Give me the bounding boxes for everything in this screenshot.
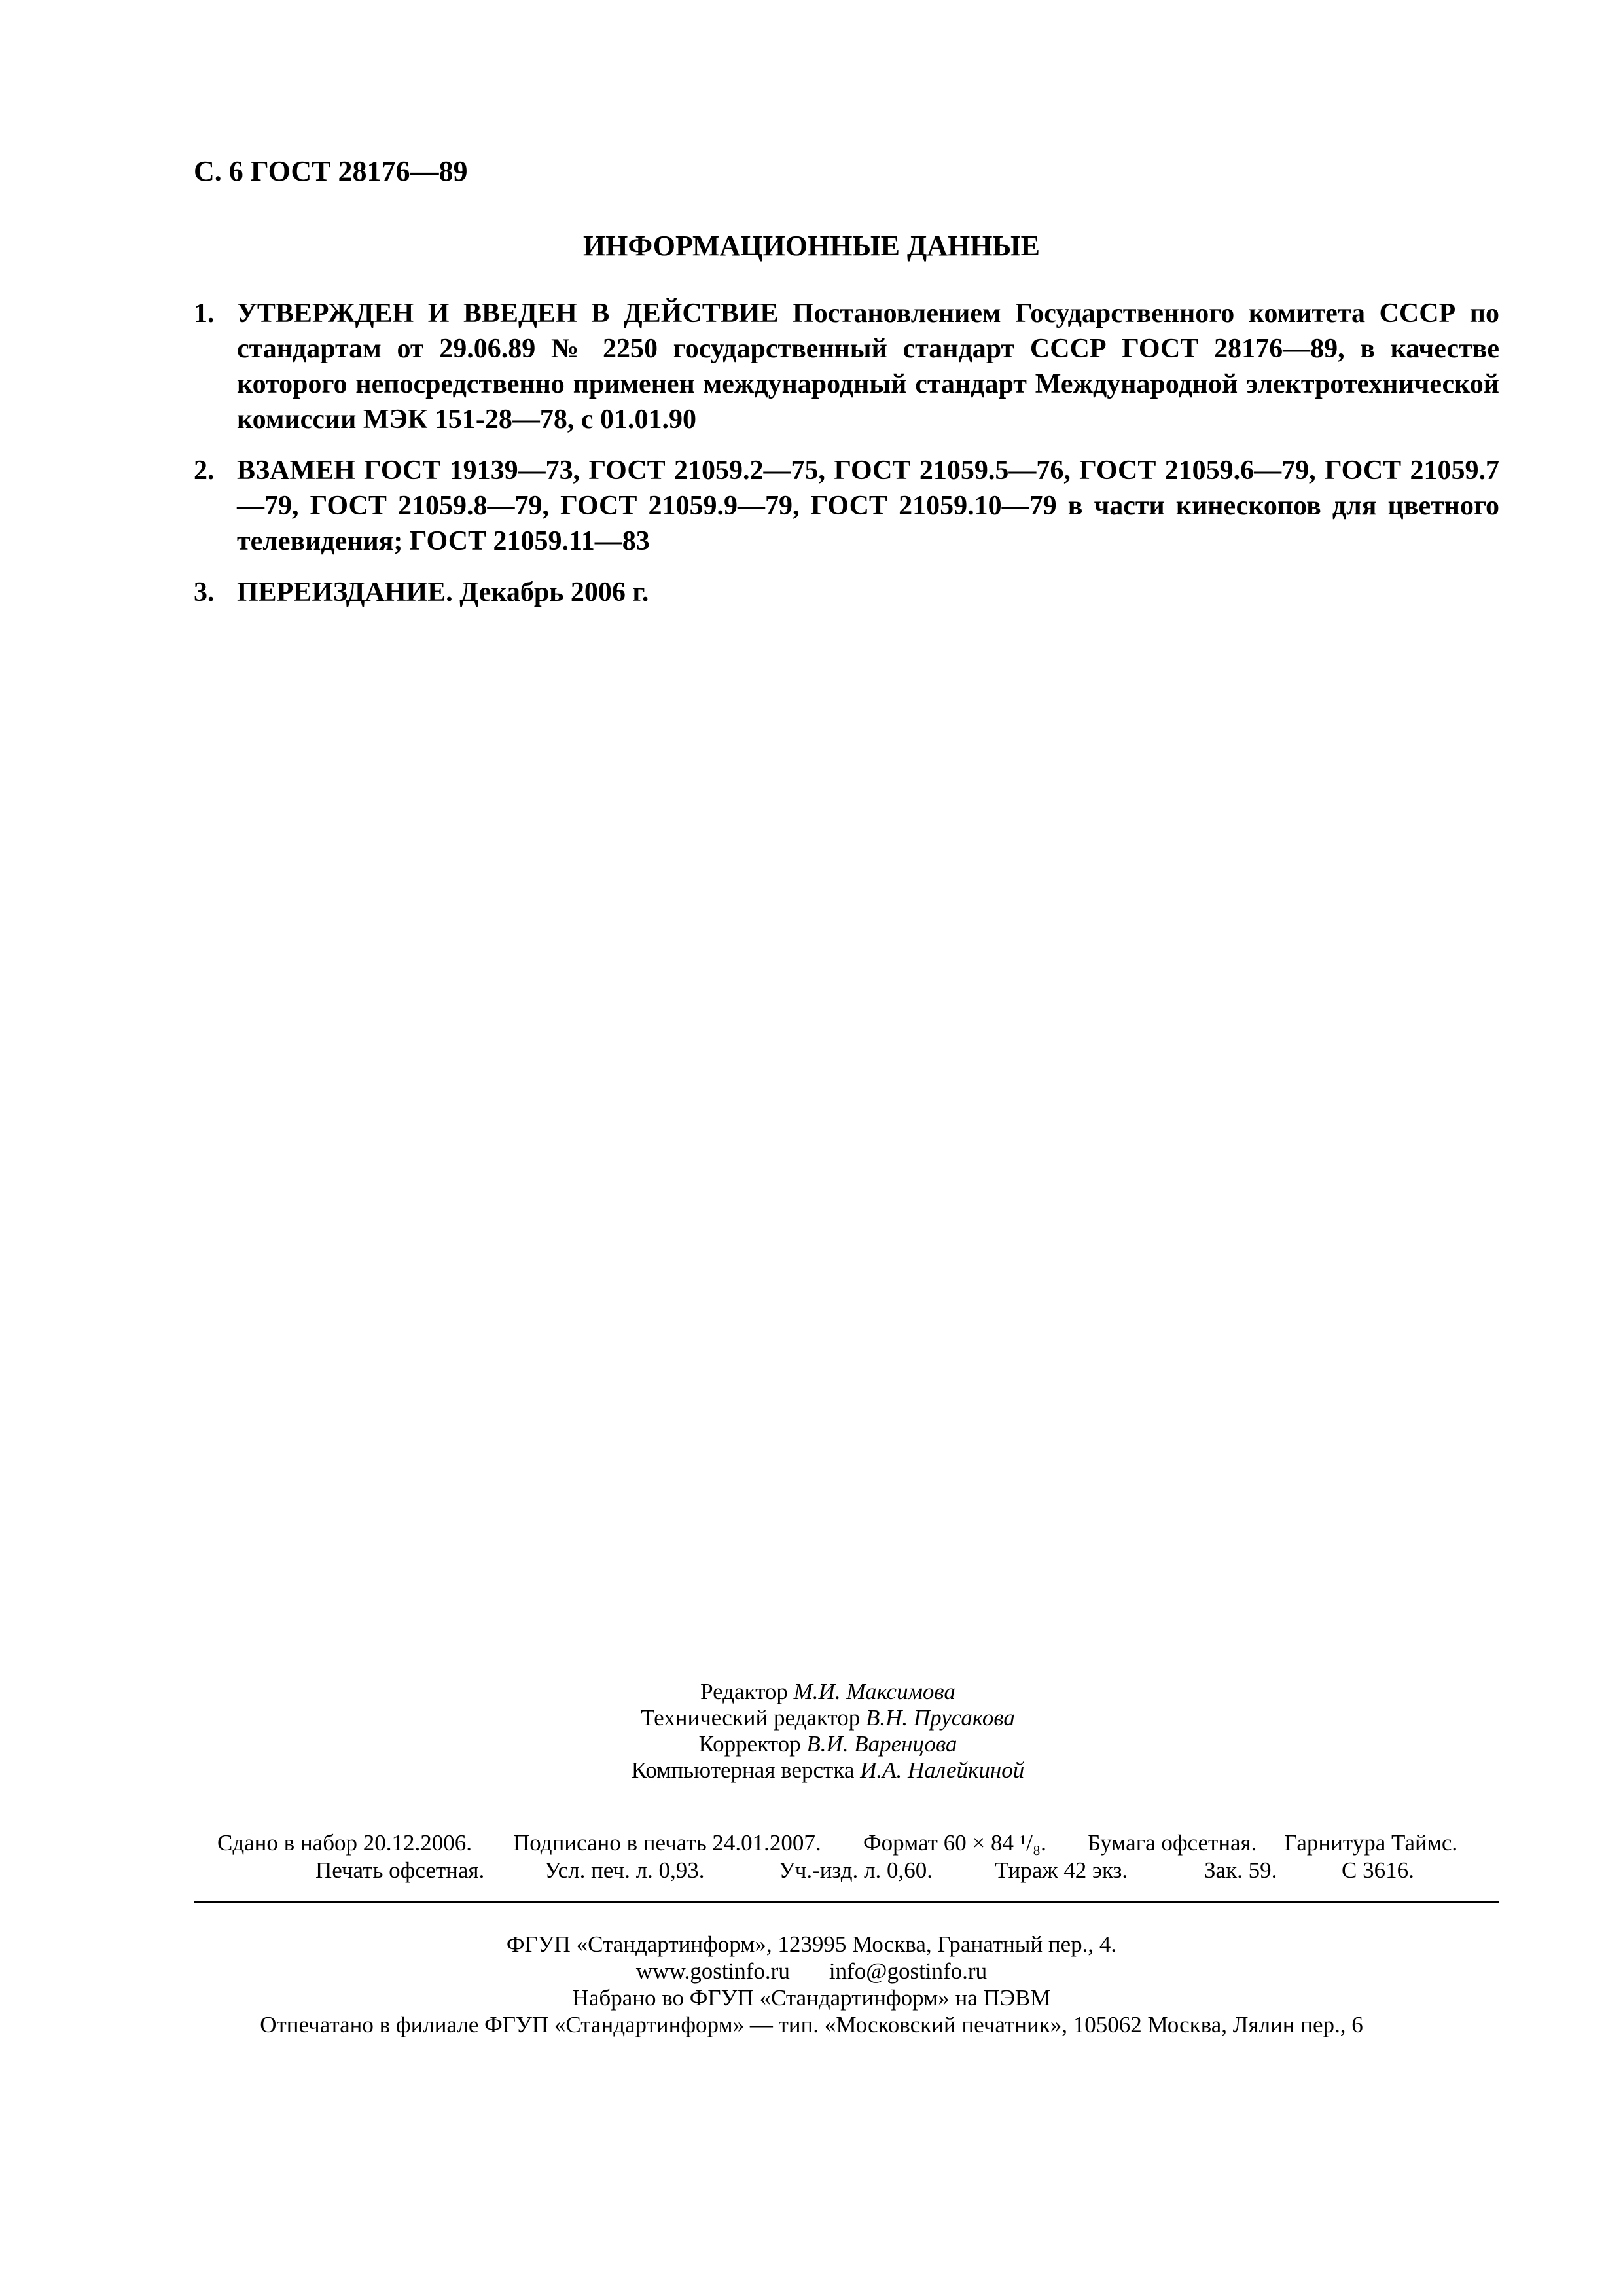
imprint-field: Печать офсетная. [315,1857,485,1883]
imprint-field: Зак. 59. [1204,1857,1277,1883]
info-item [194,296,1499,437]
imprint-field: Уч.-изд. л. 0,60. [779,1857,933,1883]
item-text: УТВЕРЖДЕН И ВВЕДЕН В ДЕЙСТВИЕ Постановлением Государственного комитета СССР по стандартам от 29.06.89 № 2250 государственный стандарт СССР ГОСТ 28176—89, в качестве которого непосредственно применен международный стандарт Международной электротехнической комиссии МЭК 151-28—78, с 01.01.90 [237,298,1499,435]
imprint-field: Формат 60 × 84 ¹/₈. [863,1830,1046,1856]
credit-name: В.Н. Прусакова [866,1705,1015,1731]
printed-note: Отпечатано в филиале ФГУП «Стандартинформ» — тип. «Московский печатник», 105062 Москва, Лялин пер., 6 [260,2012,1363,2037]
item-number: 2. [194,456,215,486]
item-text: ВЗАМЕН ГОСТ 19139—73, ГОСТ 21059.2—75, ГОСТ 21059.5—76, ГОСТ 21059.6—79, ГОСТ 21059.7—79, ГОСТ 21059.8—79, ГОСТ 21059.9—79, ГОСТ 21059.10—79 в части кинескопов для цветного телевидения; ГОСТ 21059.11—83 [237,456,1499,556]
credit-role: Технический редактор [641,1705,861,1731]
publisher-address: ФГУП «Стандартинформ», 123995 Москва, Гранатный пер., 4. [506,1931,1117,1957]
info-item [194,453,1499,559]
imprint-field: Гарнитура Таймс. [1284,1830,1458,1856]
imprint-field: Бумага офсетная. [1088,1830,1257,1856]
credits-block [0,1679,1623,1784]
item-number: 1. [194,298,215,329]
info-item [194,575,1499,610]
section-title: ИНФОРМАЦИОННЫЕ ДАННЫЕ [582,230,1041,262]
imprint-field: Усл. печ. л. 0,93. [544,1857,705,1883]
credit-proofreader [33,1731,1623,1757]
credit-role: Компьютерная верстка [631,1757,855,1783]
imprint-field: Сдано в набор 20.12.2006. [217,1830,473,1856]
website-link[interactable]: www.gostinfo.ru [635,1958,790,1984]
item-number: 3. [194,577,215,607]
credit-name: В.И. Варенцова [806,1731,957,1757]
item-text: ПЕРЕИЗДАНИЕ. Декабрь 2006 г. [237,577,649,607]
contact-line [0,1958,1623,1984]
imprint-field: Подписано в печать 24.01.2007. [513,1830,821,1856]
publisher-footer [0,1931,1623,2038]
typeset-note: Набрано во ФГУП «Стандартинформ» на ПЭВМ [572,1985,1051,2011]
credit-layout [33,1757,1623,1784]
running-head: С. 6 ГОСТ 28176—89 [194,155,468,187]
credit-name: М.И. Максимова [793,1679,955,1704]
credit-name: И.А. Налейкиной [860,1757,1025,1783]
divider [194,1901,1499,1903]
imprint-field: Тираж 42 экз. [995,1857,1128,1883]
credit-role: Редактор [700,1679,788,1704]
credit-role: Корректор [698,1731,801,1757]
credit-editor [33,1679,1623,1705]
credit-technical-editor [33,1705,1623,1731]
imprint-field: С 3616. [1342,1857,1414,1883]
email-link[interactable]: info@gostinfo.ru [829,1958,988,1984]
